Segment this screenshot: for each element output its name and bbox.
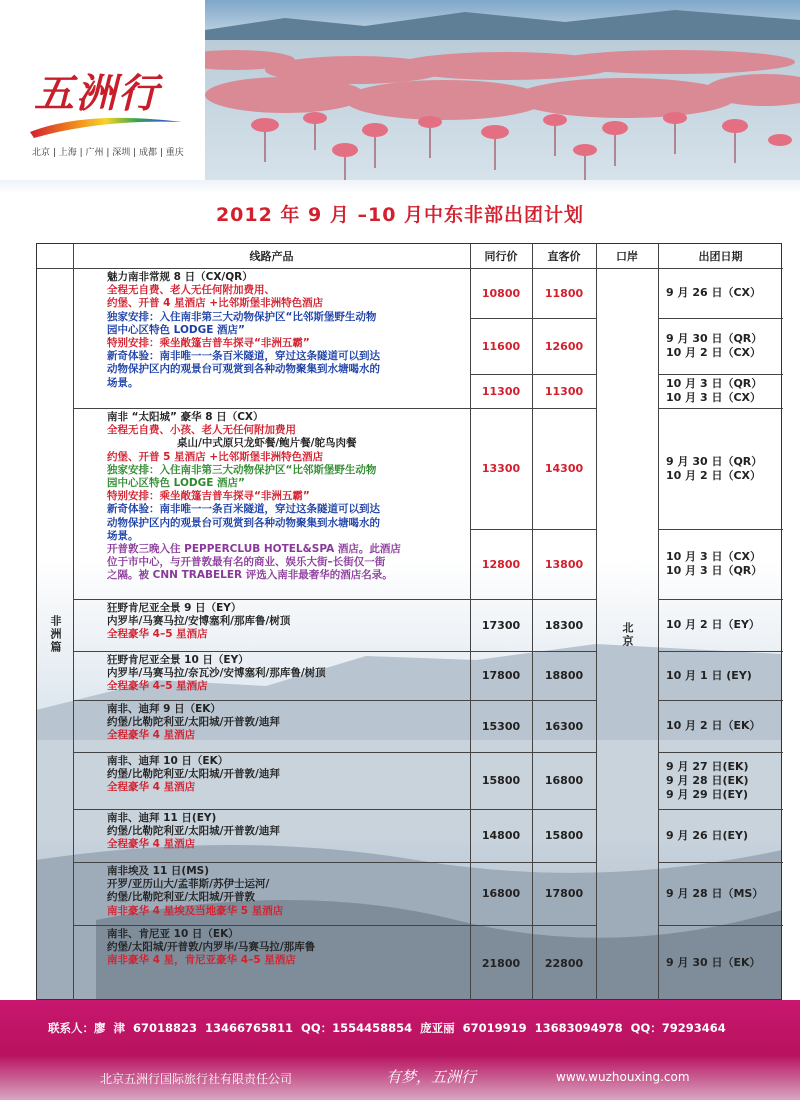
header-port: 口岸 (616, 250, 638, 263)
product-divider (658, 809, 783, 810)
product-divider (73, 809, 596, 810)
product-detail-line: 新奇体验：南非唯一一条百米隧道，穿过这条隧道可以到达 (107, 350, 380, 363)
flamingo-photo (205, 0, 800, 190)
product-detail-line: 园中心区特色 LODGE 酒店” (107, 323, 245, 336)
product-detail-line: 约堡/太阳城/开普敦/内罗毕/马赛马拉/那库鲁 (107, 941, 316, 954)
product-divider (73, 408, 596, 409)
brand-logo: 五洲行 (34, 70, 160, 117)
direct-price: 18800 (544, 669, 584, 682)
product-detail-line: 南非豪华 4 星埃及当地豪华 5 星酒店 (107, 904, 284, 917)
sub-row-divider (470, 529, 596, 530)
contact-info: 联系人：廖 津 67018823 13466765811 QQ：1554458854 庞亚丽 67019919 13683094978 QQ：79293464 (48, 1021, 726, 1035)
product-name: 狂野肯尼亚全景 10 日（EY） (107, 654, 249, 666)
product-divider (658, 408, 783, 409)
product-description (73, 602, 470, 642)
header-direct-price: 直客价 (547, 250, 581, 263)
product-detail-line: 之隔。被 CNN TRABELER 评选入南非最奢华的酒店名录。 (107, 569, 393, 582)
header-fade (0, 180, 800, 194)
product-detail-line: 桌山/中式原只龙虾餐/鲍片餐/鸵鸟肉餐 (177, 437, 357, 450)
sub-row-divider (658, 318, 783, 319)
trade-price: 17300 (481, 618, 521, 632)
departure-dates: 9 月 28 日（MS） (666, 886, 764, 900)
product-detail-line: 全程无自费、老人无任何附加费用、 (107, 284, 275, 297)
departure-dates: 9 月 26 日（CX） (666, 286, 762, 299)
product-detail-line: 独家安排：入住南非第三大动物保护区“比邻斯堡野生动物 (107, 310, 377, 323)
product-name: 南非、迪拜 11 日(EY) (107, 812, 217, 824)
product-detail-line: 园中心区特色 LODGE 酒店” (107, 477, 245, 490)
trade-price: 11600 (481, 339, 521, 353)
direct-price: 18300 (544, 618, 584, 632)
region-label: 非洲篇 (49, 615, 62, 654)
product-detail-line: 约堡、开普 4 星酒店 +比邻斯堡非洲特色酒店 (107, 297, 324, 310)
direct-price: 15800 (544, 829, 584, 842)
trade-price: 21800 (481, 956, 521, 970)
product-detail-line: 全程豪华 4–5 星酒店 (107, 680, 208, 693)
page-title: 2012 年 9 月 –10 月中东非部出团计划 (215, 204, 585, 226)
product-detail-line: 特别安排：乘坐敞篷吉普车探寻“非洲五霸” (107, 490, 310, 503)
header-dates: 出团日期 (698, 250, 743, 263)
product-detail-line: 全程豪华 4–5 星酒店 (107, 628, 208, 641)
product-divider (73, 700, 596, 701)
product-divider (658, 862, 783, 863)
product-detail-line: 场景。 (107, 376, 139, 389)
direct-price: 13800 (544, 557, 584, 571)
product-detail-line: 全程无自费、小孩、老人无任何附加费用 (107, 424, 296, 437)
port-label: 北京 (621, 621, 634, 648)
product-detail-line: 场景。 (107, 529, 139, 542)
slogan: 有梦，五洲行 (386, 1068, 477, 1086)
sub-row-divider (658, 374, 783, 375)
product-detail-line: 约堡/比勒陀利亚/太阳城/开普敦/迪拜 (107, 768, 280, 781)
trade-price: 16800 (481, 887, 521, 900)
departure-dates: 10 月 3 日（CX） 10 月 3 日（QR） (666, 550, 763, 577)
trade-price: 14800 (481, 829, 521, 842)
trade-price: 15300 (481, 719, 521, 733)
product-divider (658, 752, 783, 753)
product-divider (658, 700, 783, 701)
product-detail-line: 全程豪华 4 星酒店 (107, 729, 196, 742)
product-detail-line: 内罗毕/马赛马拉/安博塞利/那库鲁/树顶 (107, 615, 291, 628)
product-description (73, 812, 470, 852)
trade-price: 13300 (481, 462, 521, 475)
trade-price: 10800 (481, 286, 521, 300)
product-detail-line: 新奇体验：南非唯一一条百米隧道，穿过这条隧道可以到达 (107, 503, 380, 516)
logo-area (0, 0, 205, 190)
footer (0, 1000, 800, 1100)
logo-swoosh-icon (26, 112, 186, 140)
product-detail-line: 内罗毕/马赛马拉/奈瓦沙/安博塞利/那库鲁/树顶 (107, 667, 326, 680)
direct-price: 14300 (544, 462, 584, 475)
departure-dates: 10 月 1 日 (EY) (666, 668, 752, 682)
product-description (73, 755, 470, 795)
product-divider (658, 651, 783, 652)
product-detail-line: 南非豪华 4 星，肯尼亚豪华 4–5 星酒店 (107, 954, 296, 967)
product-name: 南非 “太阳城” 豪华 8 日（CX） (107, 411, 264, 423)
product-detail-line: 位于市中心，与开普敦最有名的商业、娱乐大街–长街仅一街 (107, 556, 386, 569)
product-detail-line: 开罗/亚历山大/孟菲斯/苏伊士运河/ (107, 878, 270, 891)
product-divider (73, 752, 596, 753)
product-detail-line: 开普敦三晚入住 PEPPERCLUB HOTEL&SPA 酒店。此酒店 (107, 543, 401, 556)
departure-dates: 10 月 2 日（EK） (666, 719, 761, 732)
product-detail-line: 约堡/比勒陀利亚/太阳城/开普敦 (107, 891, 256, 904)
sub-row-divider (470, 318, 596, 319)
departure-dates: 9 月 30 日（QR） 10 月 2 日（CX） (666, 332, 763, 359)
product-detail-line: 动物保护区内的观景台可观赏到各种动物聚集到水塘喝水的 (107, 516, 380, 529)
product-detail-line: 约堡/比勒陀利亚/太阳城/开普敦/迪拜 (107, 825, 280, 838)
departure-dates: 9 月 27 日(EK) 9 月 28 日(EK) 9 月 29 日(EY) (666, 759, 749, 801)
product-detail-line: 约堡、开普 5 星酒店 +比邻斯堡非洲特色酒店 (107, 450, 324, 463)
product-description (73, 865, 470, 918)
departure-dates: 9 月 30 日（QR） 10 月 2 日（CX） (666, 454, 763, 482)
product-detail-line: 特别安排：乘坐敞篷吉普车探寻“非洲五霸” (107, 337, 310, 350)
website-link[interactable]: www.wuzhouxing.com (556, 1070, 690, 1084)
product-description (73, 928, 470, 968)
product-name: 南非、肯尼亚 10 日（EK） (107, 928, 239, 940)
product-divider (73, 925, 596, 926)
direct-price: 11800 (544, 286, 584, 300)
departure-dates: 10 月 3 日（QR） 10 月 3 日（CX） (666, 377, 763, 404)
company-name: 北京五洲行国际旅行社有限责任公司 (100, 1072, 293, 1086)
trade-price: 11300 (481, 384, 521, 398)
product-description (73, 271, 470, 390)
product-name: 狂野肯尼亚全景 9 日（EY） (107, 602, 242, 614)
product-divider (73, 862, 596, 863)
trade-price: 15800 (481, 774, 521, 787)
departure-dates: 10 月 2 日（EY） (666, 618, 760, 631)
product-divider (73, 599, 596, 600)
sub-row-divider (470, 374, 596, 375)
trade-price: 12800 (481, 557, 521, 571)
departure-dates: 9 月 30 日（EK） (666, 956, 761, 969)
product-name: 魅力南非常规 8 日（CX/QR） (107, 271, 253, 283)
direct-price: 12600 (544, 339, 584, 353)
product-divider (658, 925, 783, 926)
product-detail-line: 约堡/比勒陀利亚/太阳城/开普敦/迪拜 (107, 716, 280, 729)
product-name: 南非埃及 11 日(MS) (107, 865, 210, 877)
header-route: 线路产品 (249, 250, 294, 263)
direct-price: 17800 (544, 887, 584, 900)
product-detail-line: 动物保护区内的观景台可观赏到各种动物聚集到水塘喝水的 (107, 363, 380, 376)
direct-price: 16800 (544, 774, 584, 787)
product-name: 南非、迪拜 9 日（EK） (107, 703, 221, 715)
direct-price: 11300 (544, 384, 584, 398)
product-description (73, 703, 470, 743)
product-detail-line: 全程豪华 4 星酒店 (107, 838, 196, 851)
product-detail-line: 独家安排：入住南非第三大动物保护区“比邻斯堡野生动物 (107, 463, 377, 476)
product-detail-line: 全程豪华 4 星酒店 (107, 781, 196, 794)
product-divider (73, 651, 596, 652)
direct-price: 22800 (544, 956, 584, 970)
trade-price: 17800 (481, 669, 521, 682)
product-divider (658, 599, 783, 600)
header-banner (0, 0, 800, 190)
direct-price: 16300 (544, 719, 584, 733)
product-description (73, 654, 470, 694)
tour-schedule-table (36, 243, 782, 1000)
product-name: 南非、迪拜 10 日（EK） (107, 755, 229, 767)
sub-row-divider (658, 529, 783, 530)
header-trade-price: 同行价 (484, 250, 518, 263)
product-description (73, 411, 470, 583)
city-list: 北京 | 上海 | 广州 | 深圳 | 成都 | 重庆 (32, 148, 184, 158)
departure-dates: 9 月 26 日(EY) (666, 828, 748, 842)
